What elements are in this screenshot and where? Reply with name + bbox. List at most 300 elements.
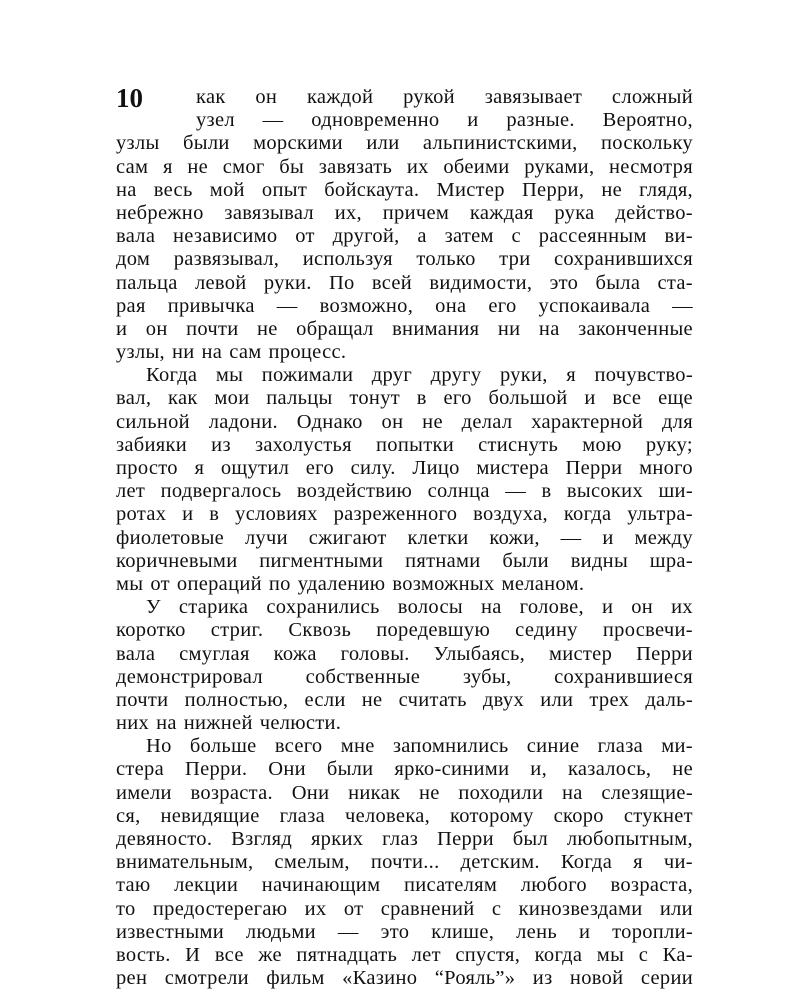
- word: рука: [554, 201, 595, 224]
- word: внимания: [392, 317, 480, 340]
- word: и: [601, 596, 614, 619]
- word: все: [214, 943, 244, 966]
- word: Они: [268, 758, 306, 781]
- word: была: [595, 271, 641, 294]
- word: нижней: [183, 712, 253, 735]
- word: шра-: [649, 549, 693, 572]
- word: рен: [116, 967, 148, 990]
- word: глядя,: [639, 178, 693, 201]
- word: и: [116, 317, 128, 340]
- word: в: [209, 503, 220, 526]
- word: он: [145, 317, 168, 340]
- word: полностью,: [184, 688, 289, 711]
- text-line: [116, 967, 693, 990]
- word: каждая: [469, 201, 534, 224]
- word: пигментными: [259, 549, 384, 572]
- word: седину: [515, 619, 578, 642]
- word: на: [480, 596, 502, 619]
- word: детским.: [460, 851, 540, 874]
- word: Перри,: [521, 178, 585, 201]
- word: небрежно: [116, 201, 204, 224]
- word: фиолетовые: [116, 526, 225, 549]
- word: их: [406, 155, 429, 178]
- word: вала: [116, 642, 156, 665]
- word: не: [672, 758, 693, 781]
- word: попытки: [376, 433, 454, 456]
- word: лет: [411, 943, 441, 966]
- word: человека,: [344, 804, 431, 827]
- word: поредевшую: [376, 619, 491, 642]
- word: мою: [582, 433, 622, 456]
- word: руку;: [645, 433, 693, 456]
- word: мистера: [476, 457, 549, 479]
- word: или: [366, 132, 400, 155]
- word: клетки: [407, 526, 469, 549]
- text-line: [116, 805, 693, 828]
- word: синие: [526, 735, 580, 758]
- word: начинающим: [261, 874, 381, 897]
- word: руками,: [524, 155, 595, 178]
- word: захолустья: [254, 433, 352, 456]
- word: Перри.: [184, 758, 248, 781]
- word: а: [417, 225, 427, 248]
- word: я: [633, 851, 643, 874]
- word: поскольку: [601, 132, 693, 155]
- word: сохранились: [266, 596, 380, 619]
- word: когда: [534, 943, 583, 966]
- word: из: [211, 433, 231, 456]
- text-line: [116, 132, 693, 155]
- word: глаза: [279, 804, 326, 827]
- word: рая: [116, 294, 146, 317]
- text-line: [116, 503, 693, 526]
- word: никак: [348, 781, 401, 804]
- word: запомнились: [392, 735, 509, 758]
- word: У: [146, 596, 161, 619]
- word: —: [262, 109, 284, 132]
- word: и: [182, 503, 194, 526]
- word: мои: [214, 387, 250, 410]
- word: это: [549, 271, 579, 294]
- word: пятнами: [405, 549, 481, 572]
- word: другу: [430, 364, 482, 387]
- word: возраста.: [190, 781, 273, 804]
- word: солнца: [427, 480, 490, 503]
- word: действо-: [615, 201, 693, 224]
- text-line: [116, 86, 693, 109]
- text-line: [116, 434, 693, 457]
- word: несмотря: [609, 155, 693, 178]
- word: высоких: [566, 480, 644, 503]
- word: “Рояль”»: [434, 967, 516, 990]
- word: сложный: [611, 86, 693, 108]
- word: коротко: [116, 619, 186, 642]
- word: сильной: [116, 410, 190, 433]
- text-line: [116, 411, 693, 434]
- word: считать: [398, 688, 467, 711]
- word: и: [578, 920, 591, 943]
- word: кожа: [273, 642, 317, 665]
- word: меланом.: [501, 572, 585, 595]
- word: ши-: [658, 480, 693, 503]
- word: обеими: [443, 155, 510, 178]
- word: мы: [596, 943, 625, 966]
- word: Они: [291, 781, 330, 804]
- word: он: [381, 410, 404, 433]
- text-line: [116, 387, 693, 410]
- word: из: [532, 967, 553, 990]
- word: много: [639, 457, 693, 479]
- word: возраста,: [610, 874, 693, 897]
- text-line: [116, 318, 693, 341]
- text-line: [116, 758, 693, 781]
- word: Взгляд: [231, 828, 293, 850]
- word: условиях: [235, 503, 318, 526]
- text-line: [116, 851, 693, 874]
- word: удалению: [297, 572, 386, 595]
- word: писателям: [403, 874, 498, 897]
- word: подвергалось: [160, 480, 282, 503]
- word: коричневыми: [116, 549, 238, 572]
- word: это: [380, 920, 410, 943]
- word: мы: [116, 572, 144, 595]
- word: невидящие: [160, 804, 260, 827]
- word: их,: [334, 201, 362, 224]
- word: спустя,: [455, 943, 521, 966]
- word: походили: [458, 781, 544, 804]
- word: не: [601, 178, 623, 201]
- text-line: [116, 619, 693, 642]
- word: стриг.: [210, 619, 264, 642]
- word: он: [631, 596, 654, 619]
- word: просвечи-: [602, 619, 693, 642]
- word: серии: [640, 967, 693, 990]
- word: даль-: [645, 688, 693, 711]
- word: любопытным,: [566, 828, 693, 850]
- word: стиснуть: [478, 433, 559, 456]
- word: когда: [563, 503, 612, 526]
- word: забияки: [116, 433, 188, 456]
- word: ротах: [116, 503, 167, 526]
- word: воздействию: [296, 480, 413, 503]
- word: с: [511, 225, 521, 248]
- word: воздуха,: [473, 503, 548, 526]
- word: в: [541, 480, 552, 503]
- word: Ка-: [662, 943, 693, 966]
- word: ощутил: [220, 457, 290, 479]
- word: левой: [194, 271, 247, 294]
- word: узел: [196, 109, 235, 132]
- word: три: [499, 248, 531, 271]
- word: все: [612, 387, 642, 410]
- word: процесс.: [268, 341, 347, 364]
- word: пятнадцать: [296, 943, 398, 966]
- word: которому: [450, 804, 534, 827]
- body-text: [116, 83, 693, 990]
- word: дом: [116, 248, 151, 271]
- word: возможно,: [319, 294, 414, 317]
- word: операций: [176, 572, 262, 595]
- word: на: [156, 712, 177, 735]
- word: челюсти.: [259, 712, 342, 735]
- word: пальцы: [266, 387, 333, 410]
- word: мы: [215, 364, 244, 387]
- word: Однако: [296, 410, 363, 433]
- text-line: [116, 480, 693, 503]
- text-line: [116, 272, 693, 295]
- text-line: [116, 828, 693, 851]
- word: то: [116, 897, 136, 920]
- word: всей: [371, 271, 413, 294]
- word: разные.: [506, 109, 575, 132]
- word: их: [304, 897, 327, 920]
- text-line: [116, 248, 693, 271]
- word: предостерегаю: [152, 897, 288, 920]
- word: от: [295, 225, 315, 248]
- page-number: 10: [116, 83, 143, 113]
- word: большой: [488, 387, 568, 410]
- text-line: [116, 921, 693, 944]
- word: волосы: [397, 596, 463, 619]
- word: видимости,: [429, 271, 533, 294]
- word: имели: [116, 781, 172, 804]
- word: демонстрировал: [116, 665, 263, 688]
- word: почувство-: [594, 364, 693, 387]
- word: слезящие-: [601, 781, 693, 804]
- word: он: [255, 86, 278, 108]
- word: весь: [153, 178, 193, 201]
- word: же: [258, 943, 282, 966]
- word: трех: [589, 688, 630, 711]
- word: не: [361, 688, 383, 711]
- word: Когда: [146, 364, 198, 387]
- word: скоро: [553, 804, 604, 827]
- word: ми-: [661, 735, 693, 758]
- word: почти: [186, 317, 239, 340]
- word: голове,: [519, 596, 584, 619]
- word: сохранившихся: [554, 248, 693, 271]
- word: вость.: [116, 943, 171, 966]
- word: почти: [116, 688, 169, 711]
- word: и: [584, 387, 596, 410]
- word: завязывал: [224, 201, 314, 224]
- word: Сквозь: [288, 619, 352, 642]
- word: затем: [444, 225, 494, 248]
- text-line: [116, 573, 693, 596]
- word: Перри: [436, 828, 494, 850]
- word: на: [538, 317, 560, 340]
- text-line: [116, 643, 693, 666]
- word: были: [326, 758, 374, 781]
- word: мой: [209, 178, 245, 201]
- word: —: [672, 294, 693, 317]
- word: таю: [116, 874, 151, 897]
- word: Мистер: [436, 178, 505, 201]
- word: собственные: [305, 665, 421, 688]
- word: как: [168, 387, 198, 410]
- word: кинозвездами: [518, 897, 643, 920]
- word: людьми: [245, 920, 316, 943]
- word: Вероятно,: [602, 109, 693, 132]
- word: используя: [302, 248, 393, 271]
- word: лучи: [244, 526, 288, 549]
- word: по: [268, 572, 291, 595]
- word: одновременно: [311, 109, 440, 132]
- word: И: [185, 943, 201, 966]
- word: в: [416, 387, 427, 410]
- word: не: [187, 155, 209, 178]
- word: двух: [482, 688, 525, 711]
- word: смелым,: [274, 851, 350, 874]
- word: характерной: [531, 410, 644, 433]
- word: сжигают: [308, 526, 387, 549]
- word: «Казино: [342, 967, 418, 990]
- text-line: [116, 527, 693, 550]
- word: были: [502, 549, 549, 572]
- text-line: [116, 874, 693, 897]
- text-line: [116, 295, 693, 318]
- text-line: [116, 341, 693, 364]
- word: на: [201, 341, 223, 364]
- word: зубы,: [462, 665, 512, 688]
- word: мне: [340, 735, 375, 758]
- word: завязывает: [484, 86, 583, 108]
- word: между: [634, 526, 693, 549]
- word: обращал: [296, 317, 374, 340]
- word: бы: [279, 155, 305, 178]
- word: вал,: [116, 387, 152, 410]
- word: рукой: [403, 86, 455, 108]
- text-line: [116, 666, 693, 689]
- word: —: [505, 480, 527, 503]
- word: от: [150, 572, 170, 595]
- word: глаза: [597, 735, 644, 758]
- word: головы.: [340, 642, 410, 665]
- word: стукнет: [623, 804, 693, 827]
- text-line: [116, 712, 693, 735]
- word: Лицо: [412, 457, 460, 479]
- text-line: [116, 596, 693, 619]
- word: казалось,: [567, 758, 652, 781]
- word: я: [566, 364, 576, 387]
- text-line: [116, 735, 693, 758]
- word: пожимали: [261, 364, 354, 387]
- word: привычка: [167, 294, 255, 317]
- word: всего: [274, 735, 323, 758]
- word: его: [443, 387, 472, 410]
- word: на: [561, 781, 583, 804]
- word: узлы: [116, 132, 160, 155]
- word: По: [328, 271, 355, 294]
- word: с: [491, 897, 502, 920]
- word: делал: [461, 410, 513, 433]
- word: только: [416, 248, 476, 271]
- word: ярко-синими: [394, 758, 510, 781]
- word: ярких: [310, 828, 364, 850]
- word: клише,: [431, 920, 495, 943]
- word: еще: [658, 387, 693, 410]
- word: них: [116, 712, 150, 735]
- word: завязать: [318, 155, 393, 178]
- word: Улыбаясь,: [433, 642, 526, 665]
- text-line: [116, 364, 693, 387]
- text-line: [116, 898, 693, 921]
- word: Но: [146, 735, 172, 758]
- word: —: [560, 526, 582, 549]
- text-line: [116, 689, 693, 712]
- word: тонут: [349, 387, 401, 410]
- word: как: [196, 86, 226, 108]
- word: сам: [116, 155, 149, 178]
- word: узлы,: [116, 341, 165, 364]
- word: и: [602, 526, 614, 549]
- word: смог: [222, 155, 265, 178]
- word: для: [661, 410, 693, 433]
- word: его: [488, 294, 517, 317]
- word: независимо: [173, 225, 278, 248]
- word: глаз: [382, 828, 419, 850]
- text-line: [116, 782, 693, 805]
- word: причем: [382, 201, 450, 224]
- word: сам: [229, 341, 262, 364]
- text-line: [116, 225, 693, 248]
- word: Перри: [636, 642, 693, 665]
- word: бойскаута.: [324, 178, 420, 201]
- word: силу.: [350, 457, 396, 479]
- word: не: [422, 410, 443, 433]
- word: кожи,: [489, 526, 540, 549]
- word: руки.: [263, 271, 312, 294]
- word: новой: [569, 967, 624, 990]
- word: ультра-: [627, 503, 693, 526]
- word: торопли-: [612, 920, 693, 943]
- word: руки,: [499, 364, 548, 387]
- word: больше: [189, 735, 257, 758]
- word: ладони.: [208, 410, 278, 433]
- word: Перри: [565, 457, 623, 479]
- word: успокаивала: [538, 294, 651, 317]
- word: или: [540, 688, 574, 711]
- word: и,: [530, 758, 547, 781]
- word: Когда: [560, 851, 613, 874]
- word: другой,: [332, 225, 400, 248]
- word: лекции: [174, 874, 239, 897]
- word: вала: [116, 225, 156, 248]
- word: внимательным,: [116, 851, 254, 874]
- word: возможных: [392, 572, 495, 595]
- word: лень: [516, 920, 557, 943]
- word: мистер: [548, 642, 613, 665]
- word: морскими: [253, 132, 343, 155]
- word: ся,: [116, 804, 141, 827]
- word: смуглая: [179, 642, 250, 665]
- word: почти...: [370, 851, 440, 874]
- word: каждой: [306, 86, 374, 108]
- word: ни: [171, 341, 195, 364]
- word: просто: [116, 457, 178, 479]
- word: она: [435, 294, 467, 317]
- text-line: [116, 550, 693, 573]
- word: —: [337, 920, 359, 943]
- word: от: [343, 897, 364, 920]
- word: рассеянным: [538, 225, 647, 248]
- word: альпинистскими,: [422, 132, 578, 155]
- word: известными: [116, 920, 224, 943]
- word: сохранившиеся: [554, 665, 693, 688]
- word: друг: [371, 364, 413, 387]
- word: фильм: [266, 967, 325, 990]
- word: их: [671, 596, 693, 619]
